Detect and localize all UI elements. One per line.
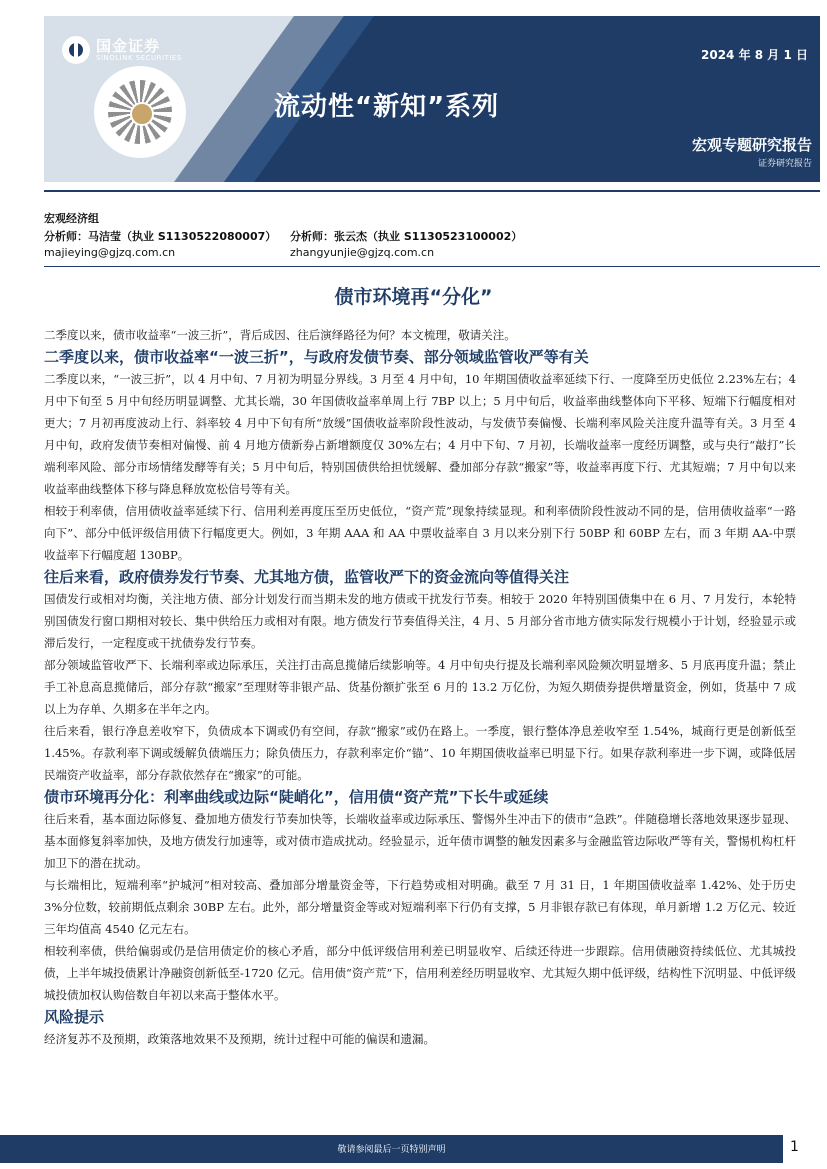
page-number: 1 bbox=[790, 1139, 799, 1155]
section-2-paragraph-3: 往后来看，银行净息差收窄下，负债成本下调或仍有空间，存款“搬家”或仍在路上。一季度，银行整体净息差收窄至 1.54%，城商行更是创新低至 1.45%。存款利率下调或缓解负债端压力；除负债压力，存款利率定价“锚”、10 年期国债收益率已明显下行。如果存款利率进一步下调，或降低居民端资产收益率，部分存款依然存在“搬家”的可能。 bbox=[44, 724, 796, 782]
report-type: 宏观专题研究报告 bbox=[691, 136, 812, 154]
document-title: 债市环境再“分化” bbox=[334, 286, 493, 308]
qr-center-badge bbox=[130, 102, 154, 126]
report-date: 2024 年 8 月 1 日 bbox=[701, 48, 808, 62]
analyst-2: 分析师：张云杰（执业 S1130523100002） bbox=[290, 230, 523, 243]
brand-name-cn: 国金证券 bbox=[96, 36, 161, 55]
report-subtype: 证券研究报告 bbox=[757, 159, 812, 169]
qr-code-seal bbox=[94, 66, 186, 158]
section-2-paragraph-2: 部分领域监管收严下、长端利率或边际承压，关注打击高息揽储后续影响等。4 月中旬央行提及长端利率风险频次明显增多、5 月底再度升温；禁止手工补息高息揽储后，部分存款“搬家”至理财等非银产品、货基份额扩张至 6 月的 13.2 万亿份，为短久期债券提供增量资金，例如，货基中 7 成以上为存单、久期多在半年之内。 bbox=[44, 658, 796, 716]
intro-paragraph: 二季度以来，债市收益率“一波三折”，背后成因、往后演绎路径为何？本文梳理，敬请关注。 bbox=[44, 328, 516, 342]
section-3-paragraph-3: 相较利率债，供给偏弱或仍是信用债定价的核心矛盾，部分中低评级信用利差已明显收窄、后续还待进一步跟踪。信用债融资持续低位、尤其城投债，上半年城投债累计净融资创新低至-1720 亿元。信用债“资产荒”下，信用利差经历明显收窄、尤其短久期中低评级，结构性下沉明显、中低评级城投债加权认购倍数自年初以来高于整体水平。 bbox=[44, 944, 796, 1002]
brand-logo-icon bbox=[62, 36, 90, 64]
section-1-heading: 二季度以来，债市收益率“一波三折”，与政府发债节奏、部分领域监管收严等有关 bbox=[44, 348, 589, 366]
report-header bbox=[44, 16, 820, 182]
brand-name-en: SINOLINK SECURITIES bbox=[96, 53, 182, 62]
section-1-paragraph-1: 二季度以来，“一波三折”，以 4 月中旬、7 月初为明显分界线。3 月至 4 月中旬，10 年期国债收益率延续下行、一度降至历史低位 2.23%左右；4 月中下旬至 5 月中旬经历明显调整、尤其长端，30 年国债收益率单周上行 7BP 以上；5 月中旬后，收益率曲线整体向下平移、短端下行幅度相对更大；7 月初再度波动上行、斜率较 4 月中下旬有所“放缓”国债收益率阶段性波动，与发债节奏偏慢、长端利率风险关注度升温等有关。3 月至 4 月中旬，政府发债节奏相对偏慢、前 4 月地方债新券占新增额度仅 30%左右；4 月中下旬、7 月初，长端收益率一度经历调整，或与央行“敲打”长端利率风险、部分市场情绪发酵等有关；5 月中旬后，特别国债供给担忧缓解、叠加部分存款“搬家”等，收益率再度下行、尤其短端；7 月中旬以来收益率曲线整体下移与降息释放宽松信号等有关。 bbox=[44, 372, 796, 496]
section-2-heading: 往后来看，政府债券发行节奏、尤其地方债，监管收严下的资金流向等值得关注 bbox=[44, 568, 570, 586]
footer-notice: 敬请参阅最后一页特别声明 bbox=[337, 1145, 446, 1155]
brand-logo bbox=[62, 36, 182, 64]
section-1-paragraph-2: 相较于利率债，信用债收益率延续下行、信用利差再度压至历史低位，“资产荒”现象持续显现。和利率债阶段性波动不同的是，信用债收益率“一路向下”、部分中低评级信用债下行幅度更大。例如，3 年期 AAA 和 AA 中票收益率自 3 月以来分别下行 50BP 和 60BP 左右，而 3 年期 AA-中票收益率下行幅度超 130BP。 bbox=[44, 504, 796, 562]
section-3-paragraph-1: 往后来看，基本面边际修复、叠加地方债发行节奏加快等，长端收益率或边际承压、警惕外生冲击下的债市“急跌”。伴随稳增长落地效果逐步显现、基本面修复斜率加快，及地方债发行加速等，或对债市造成扰动。经验显示，近年债市调整的触发因素多与金融监管边际收严等有关，警惕机构杠杆加卫下的潜在扰动。 bbox=[44, 812, 796, 870]
section-3-paragraph-2: 与长端相比，短端利率“护城河”相对较高、叠加部分增量资金等，下行趋势或相对明确。截至 7 月 31 日，1 年期国债收益率 1.42%、处于历史 3%分位数，较前期低点剩余 30BP 左右。此外，部分增量资金等或对短端利率下行仍有支撑，5 月非银存款已有体现，单月新增 1.2 万亿元、较近三年均值高 4540 亿元左右。 bbox=[44, 878, 796, 936]
risk-heading: 风险提示 bbox=[44, 1008, 105, 1026]
section-3-heading: 债市环境再分化：利率曲线或边际“陡峭化”，信用债“资产荒”下长牛或延续 bbox=[44, 788, 549, 806]
report-body bbox=[44, 324, 796, 1050]
author-rule bbox=[44, 266, 820, 267]
analyst-1-email[interactable]: majieying@gjzq.com.cn bbox=[44, 246, 176, 259]
analyst-group: 宏观经济组 bbox=[44, 212, 99, 225]
header-rule bbox=[44, 190, 820, 192]
analyst-2-email[interactable]: zhangyunjie@gjzq.com.cn bbox=[290, 246, 435, 259]
section-2-paragraph-1: 国债发行或相对均衡，关注地方债、部分计划发行而当期未发的地方债或干扰发行节奏。相较于 2020 年特别国债集中在 6 月、7 月发行，本轮特别国债发行窗口期相对较长、集中供给压力或相对有限。地方债发行节奏值得关注，4 月、5 月部分省市地方债实际发行规模小于计划，经验显示或滞后发行，一定程度或干扰债券发行节奏。 bbox=[44, 592, 796, 650]
series-title: 流动性“新知”系列 bbox=[274, 92, 500, 122]
risk-paragraph: 经济复苏不及预期，政策落地效果不及预期，统计过程中可能的偏误和遗漏。 bbox=[44, 1032, 435, 1046]
analyst-1: 分析师：马洁莹（执业 S1130522080007） bbox=[44, 230, 277, 243]
page-footer bbox=[0, 1135, 827, 1163]
